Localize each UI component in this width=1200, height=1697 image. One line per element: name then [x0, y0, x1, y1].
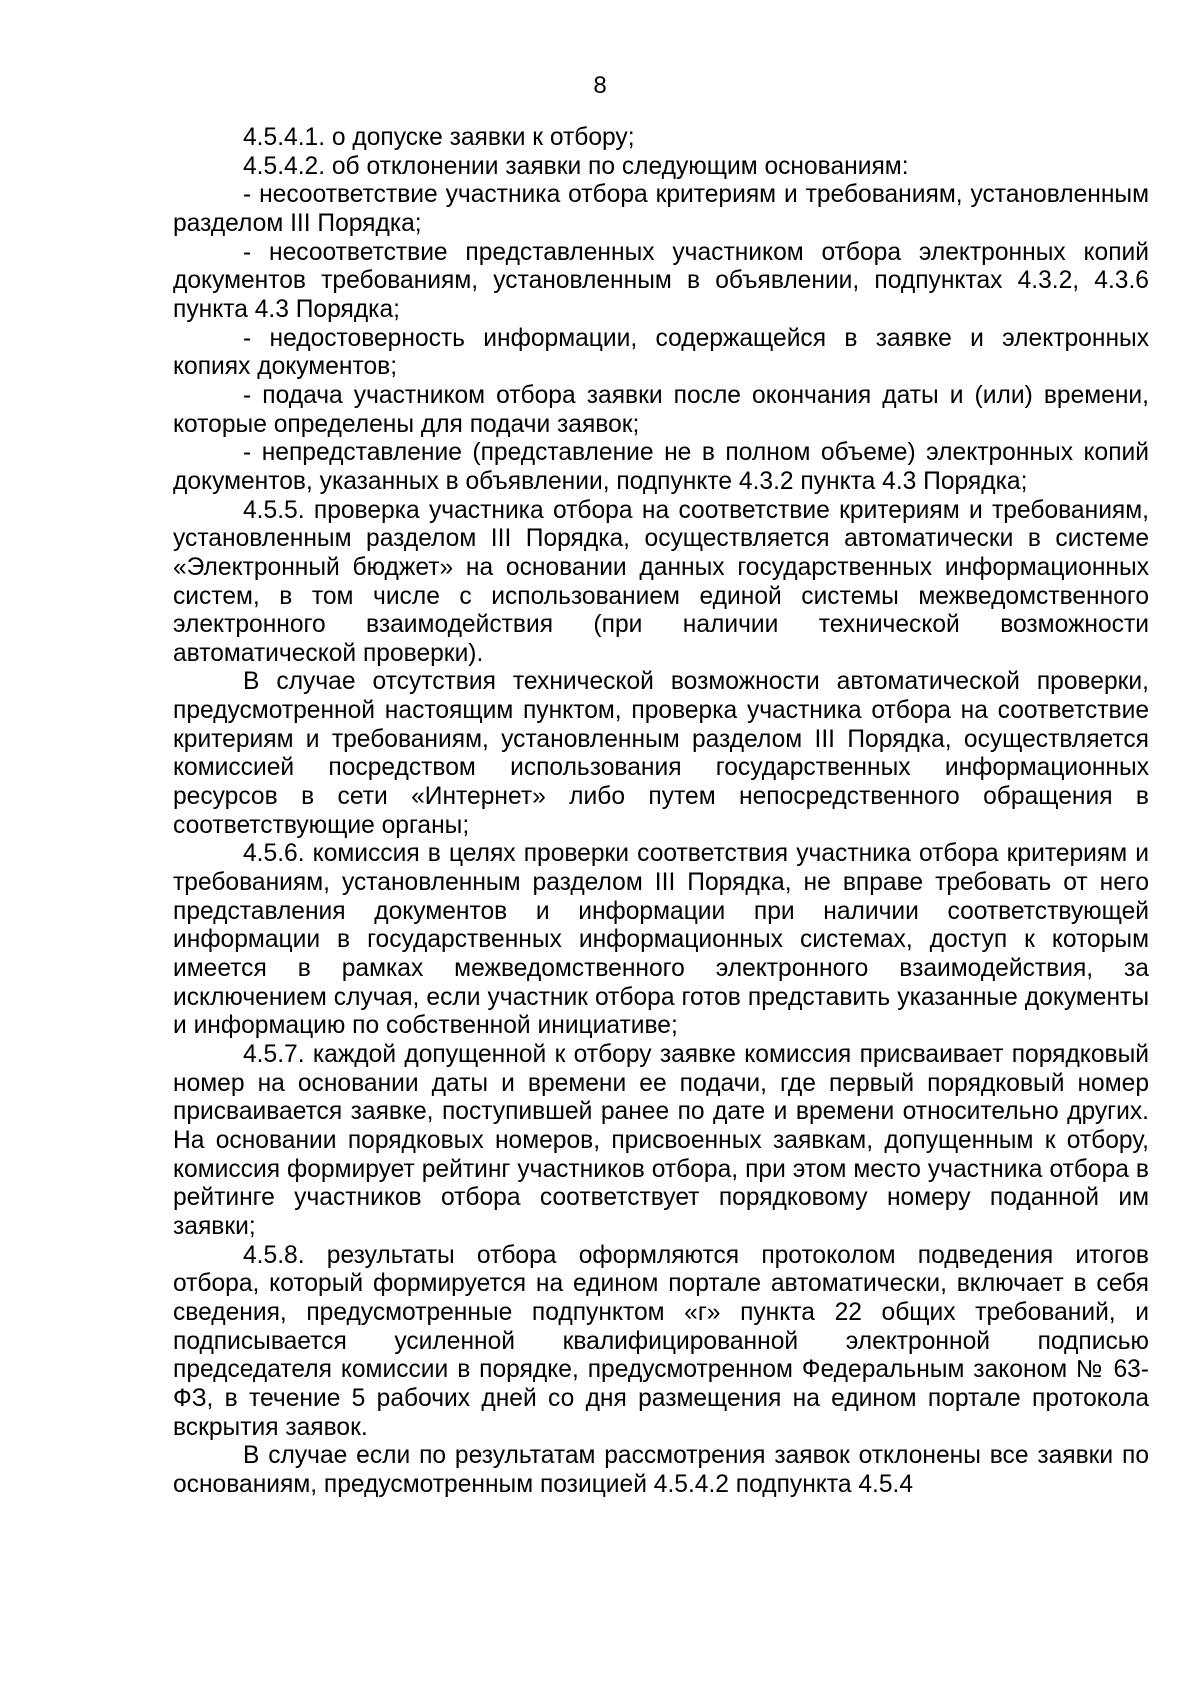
paragraph-4-5-8: 4.5.8. результаты отбора оформляются протоколом подведения итогов отбора, который формируется на едином портале автоматически, включает в себя сведения, предусмотренные подпунктом «г» пункта 22 общих требований, и подписывается усиленной квалифицированной электронной подписью председателя комиссии в порядке, предусмотренном Федеральным законом № 63-ФЗ, в течение 5 рабочих дней со дня размещения на едином портале протокола вскрытия заявок. [173, 1241, 1149, 1441]
paragraph-4-5-4-2: 4.5.4.2. об отклонении заявки по следующим основаниям: [243, 152, 909, 180]
list-item-documents-missing: - непредставление (представление не в полном объеме) электронных копий документов, указанных в объявлении, подпункте 4.3.2 пункта 4.3 Порядка; [173, 439, 1149, 495]
paragraph-4-5-4-1: 4.5.4.1. о допуске заявки к отбору; [243, 124, 635, 151]
paragraph-4-5-6: 4.5.6. комиссия в целях проверки соответствия участника отбора критериям и требованиям, установленным разделом III Порядка, не вправе требовать от него представления документов и информации при наличии соответствующей информации в государственных информационных системах, доступ к которым имеется в рамках межведомственного электронного взаимодействия, за исключением случая, если участник отбора готов представить указанные документы и информацию по собственной инициативе; [173, 840, 1149, 1040]
list-item-late-submission: - подача участником отбора заявки после окончания даты и (или) времени, которые определены для подачи заявок; [173, 381, 1149, 438]
list-item-documents-mismatch: - несоответствие представленных участником отбора электронных копий документов требованиям, установленным в объявлении, подпунктах 4.3.2, 4.3.6 пункта 4.3 Порядка; [173, 238, 1149, 323]
list-item-unreliable-information: - недостоверность информации, содержащейся в заявке и электронных копиях документов; [173, 324, 1149, 381]
paragraph-all-rejected: В случае если по результатам рассмотрения заявок отклонены все заявки по основаниям, предусмотренным позицией 4.5.4.2 подпункта 4.5.4 [173, 1442, 1149, 1498]
page-number: 8 [593, 72, 607, 99]
paragraph-4-5-5: 4.5.5. проверка участника отбора на соответствие критериям и требованиям, установленным разделом III Порядка, осуществляется автоматически в системе «Электронный бюджет» на основании данных государственных информационных систем, в том числе с использованием единой системы межведомственного электронного взаимодействия (при наличии технической возможности автоматической проверки). [173, 496, 1149, 667]
document-body [173, 124, 1149, 1500]
paragraph-4-5-7: 4.5.7. каждой допущенной к отбору заявке комиссия присваивает порядковый номер на основании даты и времени ее подачи, где первый порядковый номер присваивается заявке, поступившей ранее по дате и времени относительно других. На основании порядковых номеров, присвоенных заявкам, допущенным к отбору, комиссия формирует рейтинг участников отбора, при этом место участника отбора в рейтинге участников отбора соответствует порядковому номеру поданной им заявки; [173, 1041, 1149, 1240]
paragraph-manual-check: В случае отсутствия технической возможности автоматической проверки, предусмотренной настоящим пунктом, проверка участника отбора на соответствие критериям и требованиям, установленным разделом III Порядка, осуществляется комиссией посредством использования государственных информационных ресурсов в сети «Интернет» либо путем непосредственного обращения в соответствующие органы; [173, 668, 1149, 839]
list-item-criteria-mismatch: - несоответствие участника отбора критериям и требованиям, установленным разделом III Порядка; [173, 181, 1149, 237]
